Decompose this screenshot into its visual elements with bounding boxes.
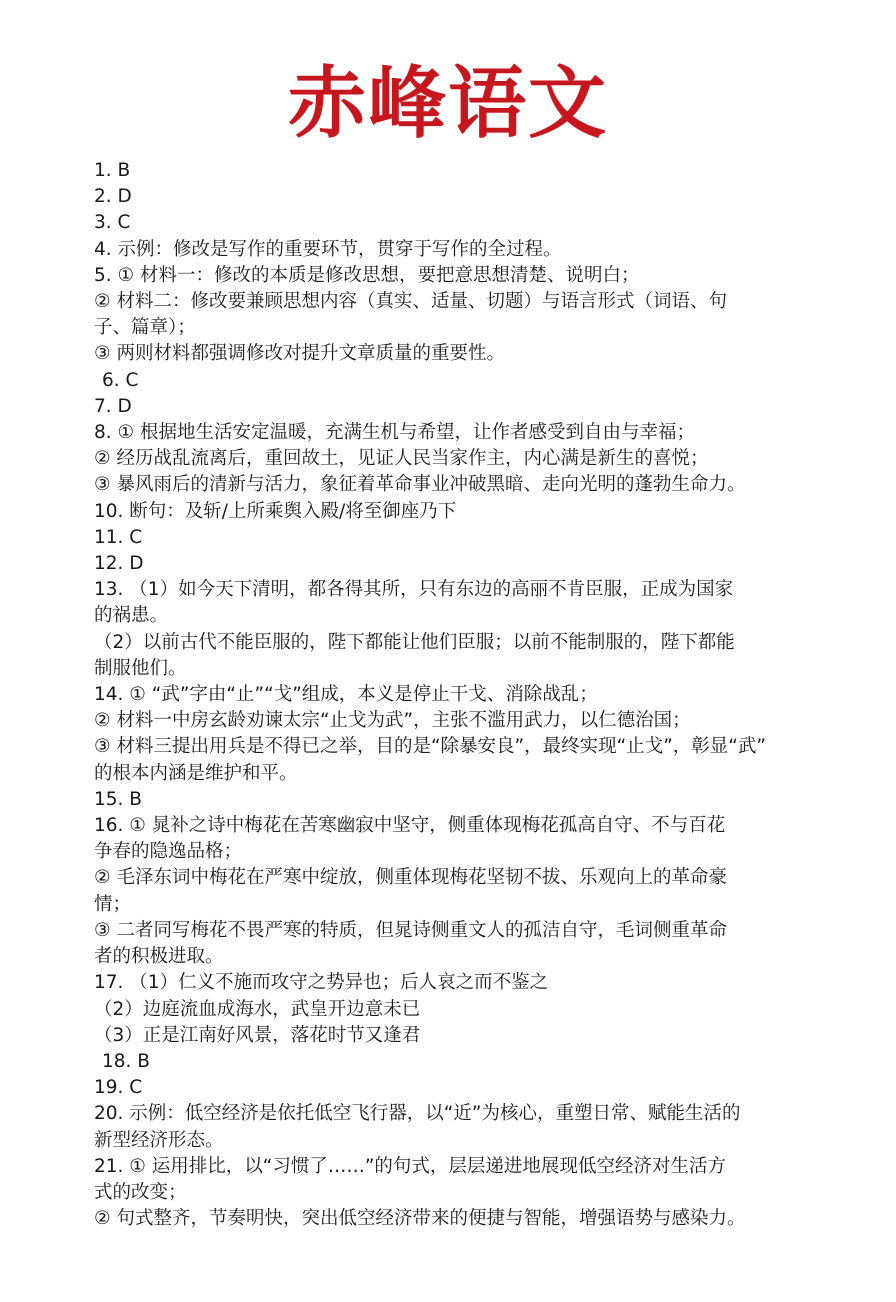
answer-line: 8. ① 根据地生活安定温暖，充满生机与希望，让作者感受到自由与幸福；	[94, 422, 695, 444]
answer-line: 新型经济形态。	[94, 1129, 224, 1151]
answer-line: （2）边庭流血成海水，武皇开边意未已	[94, 998, 421, 1020]
answer-line: 18. B	[102, 1050, 150, 1072]
answer-line: ③ 二者同写梅花不畏严寒的特质，但晁诗侧重文人的孤洁自守，毛词侧重革命	[94, 919, 727, 941]
answer-line: 7. D	[94, 395, 132, 417]
answer-line: ② 句式整齐，节奏明快，突出低空经济带来的便捷与智能，增强语势与感染力。	[94, 1208, 746, 1230]
answer-line: 16. ① 晁补之诗中梅花在苦寒幽寂中坚守，侧重体现梅花孤高自守、不与百花	[94, 815, 726, 837]
answer-line: 制服他们。	[94, 657, 187, 679]
answer-line: ② 毛泽东词中梅花在严寒中绽放，侧重体现梅花坚韧不拔、乐观向上的革命豪	[94, 867, 727, 889]
answer-line: 17. （1）仁义不施而攻守之势异也；后人哀之而不鉴之	[94, 972, 549, 994]
answer-line: ③ 材料三提出用兵是不得已之举，目的是“除暴安良”，最终实现“止戈”，彰显“武”	[94, 736, 766, 758]
answer-line: 者的积极进取。	[94, 946, 224, 968]
answer-line: 2. D	[94, 186, 132, 208]
answer-line: ③ 两则材料都强调修改对提升文章质量的重要性。	[94, 343, 505, 365]
answer-line: 的祸患。	[94, 605, 169, 627]
answer-line: 13. （1）如今天下清明，都各得其所，只有东边的高丽不肯臣服，正成为国家	[94, 579, 734, 601]
answer-line: 5. ① 材料一：修改的本质是修改思想，要把意思想清楚、说明白；	[94, 264, 640, 286]
answer-line: 12. D	[94, 553, 144, 575]
answer-line: 1. B	[94, 160, 131, 181]
answer-line: 争春的隐逸品格；	[94, 841, 243, 863]
answer-line: ② 材料一中房玄龄劝谏太宗“止戈为武”，主张不滥用武力，以仁德治国；	[94, 710, 691, 732]
answer-line: 情；	[94, 893, 132, 915]
answer-list	[94, 158, 806, 1232]
answer-line: 15. B	[94, 788, 142, 810]
answer-line: 3. C	[94, 212, 131, 234]
answer-line: 10. 断句：及斩/上所乘舆入殿/将至御座乃下	[94, 500, 457, 522]
page-title: 赤峰语文	[287, 59, 608, 149]
answer-line: 19. C	[94, 1077, 143, 1099]
answer-line: ② 经历战乱流离后，重回故土，见证人民当家作主，内心满是新生的喜悦；	[94, 448, 709, 470]
answer-line: 14. ① “武”字由“止”“戈”组成，本义是停止干戈、消除战乱；	[94, 684, 598, 706]
answer-line: 式的改变；	[94, 1181, 187, 1203]
answer-line: 20. 示例：低空经济是依托低空飞行器，以“近”为核心，重塑日常、赋能生活的	[94, 1103, 741, 1125]
answer-line: 11. C	[94, 526, 143, 548]
answer-line: ② 材料二：修改要兼顾思想内容（真实、适量、切题）与语言形式（词语、句	[94, 291, 727, 313]
answer-line: 6. C	[102, 369, 139, 391]
answer-line: 4. 示例：修改是写作的重要环节，贯穿于写作的全过程。	[94, 238, 562, 260]
answer-line: 子、篇章）；	[94, 317, 196, 339]
answer-line: 21. ① 运用排比，以“习惯了……”的句式，层层递进地展现低空经济对生活方	[94, 1155, 726, 1177]
answer-line: ③ 暴风雨后的清新与活力，象征着革命事业冲破黑暗、走向光明的蓬勃生命力。	[94, 474, 746, 496]
answer-line: （2）以前古代不能臣服的，陛下都能让他们臣服；以前不能制服的，陛下都能	[94, 631, 735, 653]
answer-line: 的根本内涵是维护和平。	[94, 762, 298, 784]
answer-line: （3）正是江南好风景，落花时节又逢君	[94, 1024, 421, 1046]
